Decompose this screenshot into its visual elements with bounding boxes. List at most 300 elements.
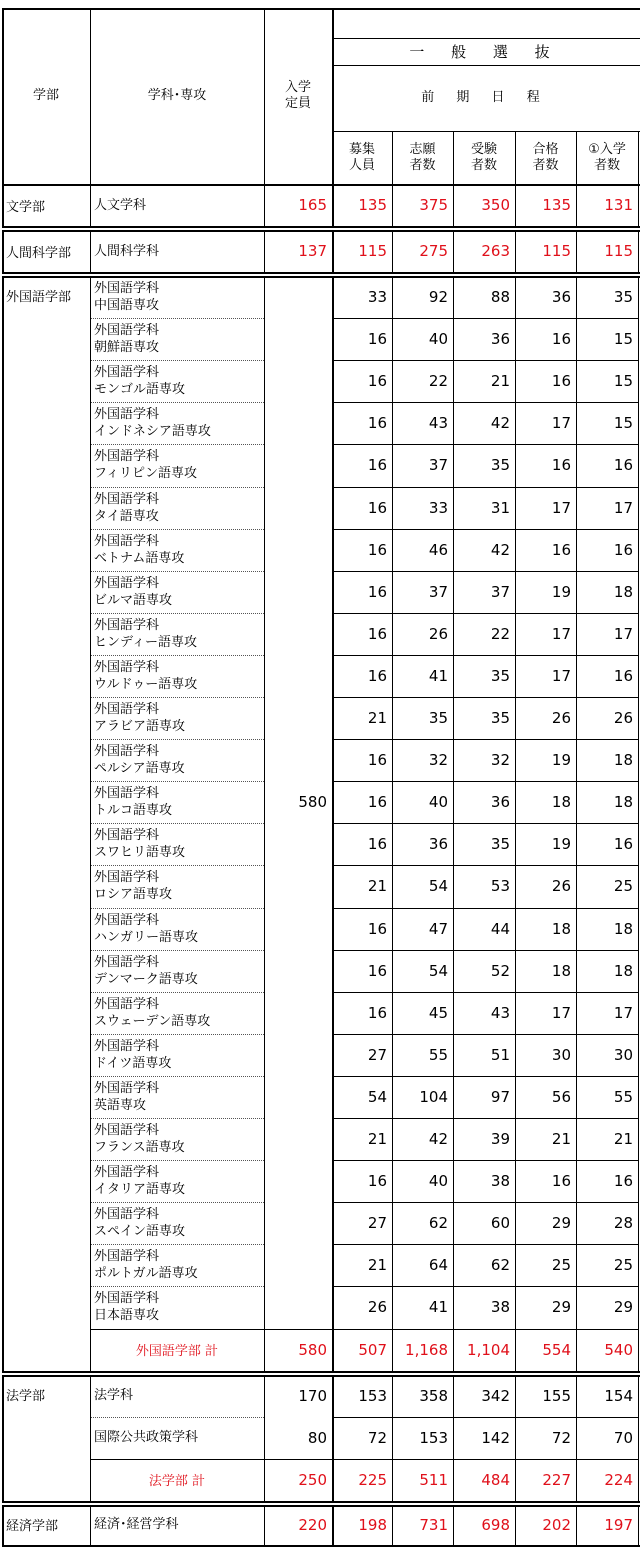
cell-value: 16 (367, 919, 387, 938)
cell-value: 35 (490, 456, 510, 475)
row-divider (90, 739, 264, 740)
body-vline (576, 1375, 577, 1501)
cell-value: 16 (613, 456, 633, 475)
cell-value: 202 (542, 1515, 571, 1534)
header-first-term: 前 期 日 程 (421, 90, 549, 105)
cell-value: 1,104 (467, 1340, 510, 1359)
cell-value: 37 (490, 582, 510, 601)
row-divider (90, 655, 264, 656)
cell-value: 115 (358, 242, 387, 260)
cell-value: 26 (551, 877, 571, 896)
cell-value: 54 (428, 961, 448, 980)
cell-value: 16 (551, 456, 571, 475)
body-vline (576, 184, 577, 226)
department-name: 外国語学科 トルコ語専攻 (94, 786, 173, 819)
cell-value: 358 (419, 1386, 448, 1405)
row-divider (90, 992, 264, 993)
header-col: 合格 者数 (532, 141, 559, 173)
cell-value: 18 (613, 961, 633, 980)
row-divider (90, 908, 264, 909)
body-vline (392, 184, 393, 226)
body-vline (515, 276, 516, 1371)
row-divider (90, 1118, 264, 1119)
cell-value: 16 (367, 961, 387, 980)
cell-value: 55 (428, 1045, 448, 1064)
cell-value: 554 (542, 1340, 571, 1359)
cell-value: 104 (419, 1087, 448, 1106)
body-vline (453, 1375, 454, 1501)
cell-value: 60 (490, 1214, 510, 1233)
cell-value: 15 (613, 414, 633, 433)
cell-value: 19 (551, 835, 571, 854)
row-divider (90, 865, 264, 866)
row-divider (332, 360, 638, 361)
cell-value: 224 (604, 1470, 633, 1489)
cell-value: 19 (551, 582, 571, 601)
header-col: 受験 者数 (470, 141, 497, 173)
department-name: 外国語学科 ドイツ語専攻 (94, 1038, 172, 1071)
row-divider (332, 1076, 638, 1077)
department-name: 外国語学科 ハンガリー語専攻 (94, 912, 199, 945)
cell-value: 16 (367, 793, 387, 812)
row-divider (90, 1244, 264, 1245)
department-name: 外国語学科 スウェーデン語専攻 (94, 996, 211, 1029)
cell-value: 18 (613, 751, 633, 770)
body-vline (638, 1505, 639, 1545)
cell-value: 1,168 (405, 1340, 448, 1359)
cell-value: 36 (551, 288, 571, 307)
row-divider (90, 360, 264, 361)
department-name: 外国語学科 ペルシア語専攻 (94, 744, 185, 777)
cell-value: 131 (604, 196, 633, 214)
cell-value: 16 (367, 1003, 387, 1022)
body-vline (90, 1505, 91, 1545)
cell-value: 16 (367, 1172, 387, 1191)
body-vline (638, 184, 639, 226)
cell-value: 30 (613, 1045, 633, 1064)
department-name: 外国語学科 ロシア語専攻 (94, 870, 173, 903)
cell-value: 18 (613, 919, 633, 938)
department-name: 法学科 (94, 1388, 134, 1403)
cell-value: 27 (367, 1045, 387, 1064)
body-vline (332, 1375, 334, 1501)
cell-value: 16 (367, 414, 387, 433)
cell-value: 153 (419, 1428, 448, 1447)
department-name: 外国語学科 ベトナム語専攻 (94, 533, 185, 566)
cell-value: 70 (613, 1428, 633, 1447)
header-vline (2, 8, 4, 184)
cell-value: 32 (490, 751, 510, 770)
department-name: 外国語学科 フィリピン語専攻 (94, 449, 197, 482)
cell-value: 33 (367, 288, 387, 307)
row-divider (90, 318, 264, 319)
cell-value: 16 (367, 835, 387, 854)
cell-value: 16 (551, 330, 571, 349)
cell-value: 40 (428, 330, 448, 349)
body-vline (264, 1505, 265, 1545)
cell-value: 43 (428, 414, 448, 433)
cell-value: 16 (367, 330, 387, 349)
cell-value: 342 (481, 1386, 510, 1405)
cell-value: 18 (613, 582, 633, 601)
body-vline (576, 276, 577, 1371)
cell-value: 21 (551, 1130, 571, 1149)
body-vline (515, 184, 516, 226)
body-vline (576, 1505, 577, 1545)
row-divider (332, 865, 638, 866)
quota-value: 80 (307, 1428, 327, 1447)
cell-value: 22 (428, 372, 448, 391)
row-divider (332, 697, 638, 698)
body-vline (453, 1505, 454, 1545)
cell-value: 731 (419, 1515, 448, 1534)
body-vline (392, 276, 393, 1371)
cell-value: 47 (428, 919, 448, 938)
row-divider (332, 823, 638, 824)
header-col: 募集 人員 (348, 141, 375, 173)
body-vline (453, 276, 454, 1371)
cell-value: 62 (490, 1256, 510, 1275)
cell-value: 17 (551, 666, 571, 685)
row-divider (90, 781, 264, 782)
department-name: 外国語学科 デンマーク語専攻 (94, 954, 198, 987)
department-name: 外国語学科 ウルドゥー語専攻 (94, 659, 198, 692)
cell-value: 26 (551, 709, 571, 728)
cell-value: 16 (367, 666, 387, 685)
row-divider (90, 529, 264, 530)
cell-value: 42 (490, 540, 510, 559)
cell-value: 17 (613, 1003, 633, 1022)
department-name: 人文学科 (94, 197, 147, 213)
cell-value: 263 (481, 242, 510, 260)
row-divider (332, 655, 638, 656)
row-divider (332, 318, 638, 319)
header-vline (332, 8, 334, 184)
row-divider (332, 444, 638, 445)
cell-value: 16 (551, 1172, 571, 1191)
cell-value: 16 (367, 582, 387, 601)
cell-value: 375 (419, 196, 448, 214)
cell-value: 56 (551, 1087, 571, 1106)
row-divider (332, 402, 638, 403)
row-divider (90, 402, 264, 403)
cell-value: 17 (551, 414, 571, 433)
body-vline (332, 276, 334, 1371)
row-divider (90, 1286, 264, 1287)
department-name: 経済･経営学科 (94, 1517, 179, 1532)
row-divider (90, 613, 264, 614)
row-divider (90, 1076, 264, 1077)
cell-value: 16 (367, 372, 387, 391)
cell-value: 153 (358, 1386, 387, 1405)
department-name: 外国語学科 スペイン語専攻 (94, 1207, 186, 1240)
header-vline (90, 8, 91, 184)
cell-value: 22 (490, 624, 510, 643)
body-vline (453, 184, 454, 226)
row-divider (332, 529, 638, 530)
cell-value: 484 (481, 1470, 510, 1489)
body-vline (264, 1375, 265, 1501)
body-vline (392, 230, 393, 272)
body-vline (332, 184, 334, 226)
cell-value: 30 (551, 1045, 571, 1064)
cell-value: 27 (367, 1214, 387, 1233)
department-name: 外国語学科 日本語専攻 (94, 1291, 160, 1324)
cell-value: 41 (428, 1298, 448, 1317)
department-name: 外国語学科 インドネシア語専攻 (94, 407, 211, 440)
cell-value: 19 (551, 751, 571, 770)
cell-value: 142 (481, 1428, 510, 1447)
cell-value: 97 (490, 1087, 510, 1106)
cell-value: 16 (367, 751, 387, 770)
cell-value: 26 (367, 1298, 387, 1317)
cell-value: 16 (613, 1172, 633, 1191)
row-divider (332, 908, 638, 909)
cell-value: 36 (490, 330, 510, 349)
faculty-name: 経済学部 (6, 1519, 59, 1534)
header-faculty: 学部 (32, 88, 59, 103)
row-divider (332, 613, 638, 614)
department-name: 外国語学科 ヒンディー語専攻 (94, 617, 197, 650)
cell-value: 25 (551, 1256, 571, 1275)
body-vline (264, 184, 265, 226)
body-vline (90, 276, 91, 1371)
body-vline (2, 230, 4, 272)
department-name: 外国語学科 タイ語専攻 (94, 491, 160, 524)
row-divider (90, 1417, 264, 1418)
cell-value: 72 (551, 1428, 571, 1447)
body-vline (453, 230, 454, 272)
cell-value: 18 (551, 961, 571, 980)
section-bottom (2, 1501, 640, 1503)
section-bottom (2, 272, 640, 274)
cell-value: 17 (613, 498, 633, 517)
cell-value: 40 (428, 793, 448, 812)
header-general-selection: 一 般 選 抜 (409, 42, 561, 61)
cell-value: 72 (367, 1428, 387, 1447)
cell-value: 21 (367, 877, 387, 896)
cell-value: 16 (551, 540, 571, 559)
cell-value: 16 (613, 540, 633, 559)
department-name: 外国語学科 イタリア語専攻 (94, 1165, 186, 1198)
body-vline (264, 230, 265, 272)
cell-value: 35 (613, 288, 633, 307)
row-divider (90, 571, 264, 572)
total-label: 外国語学部 計 (135, 1344, 219, 1359)
cell-value: 36 (428, 835, 448, 854)
row-divider (332, 1202, 638, 1203)
body-vline (2, 184, 4, 226)
cell-value: 21 (367, 1130, 387, 1149)
row-divider (332, 992, 638, 993)
cell-value: 28 (613, 1214, 633, 1233)
body-vline (90, 184, 91, 226)
cell-value: 41 (428, 666, 448, 685)
cell-value: 25 (613, 877, 633, 896)
cell-value: 198 (358, 1515, 387, 1534)
cell-value: 18 (613, 793, 633, 812)
cell-value: 42 (428, 1130, 448, 1149)
faculty-name: 人間科学部 (6, 245, 72, 261)
cell-value: 44 (490, 919, 510, 938)
cell-value: 17 (613, 624, 633, 643)
cell-value: 92 (428, 288, 448, 307)
body-vline (2, 1375, 4, 1501)
row-divider (90, 697, 264, 698)
cell-value: 17 (551, 624, 571, 643)
cell-value: 43 (490, 1003, 510, 1022)
body-vline (332, 230, 334, 272)
cell-value: 21 (367, 1256, 387, 1275)
row-divider (332, 1244, 638, 1245)
cell-value: 21 (613, 1130, 633, 1149)
cell-value: 135 (542, 196, 571, 214)
cell-value: 46 (428, 540, 448, 559)
cell-value: 16 (613, 835, 633, 854)
cell-value: 37 (428, 456, 448, 475)
header-vline (392, 131, 393, 184)
body-vline (638, 276, 639, 1371)
cell-value: 38 (490, 1298, 510, 1317)
department-name: 人間科学科 (94, 243, 160, 259)
body-vline (515, 230, 516, 272)
quota-value: 170 (298, 1386, 327, 1405)
department-name: 外国語学科 英語専攻 (94, 1080, 160, 1113)
row-divider (332, 950, 638, 951)
cell-value: 275 (419, 242, 448, 260)
quota-value: 137 (298, 242, 327, 260)
cell-value: 35 (490, 666, 510, 685)
cell-value: 53 (490, 877, 510, 896)
header-col: 志願 者数 (409, 141, 436, 173)
cell-value: 16 (367, 540, 387, 559)
department-name: 外国語学科 ビルマ語専攻 (94, 575, 173, 608)
cell-value: 16 (551, 372, 571, 391)
department-name: 外国語学科 フランス語専攻 (94, 1123, 185, 1156)
body-vline (576, 230, 577, 272)
faculty-name: 法学部 (6, 1388, 46, 1404)
row-divider (332, 1417, 638, 1418)
cell-value: 64 (428, 1256, 448, 1275)
row-divider (90, 950, 264, 951)
cell-value: 31 (490, 498, 510, 517)
cell-value: 29 (551, 1298, 571, 1317)
row-divider (332, 1160, 638, 1161)
section-bottom (2, 1371, 640, 1373)
cell-value: 36 (490, 793, 510, 812)
cell-value: 17 (551, 498, 571, 517)
row-divider (90, 1034, 264, 1035)
body-vline (90, 230, 91, 272)
quota-value: 250 (298, 1470, 327, 1489)
department-name: 国際公共政策学科 (94, 1430, 199, 1445)
cell-value: 26 (613, 709, 633, 728)
header-quota: 入学 定員 (284, 80, 311, 111)
body-vline (2, 276, 4, 1371)
cell-value: 39 (490, 1130, 510, 1149)
quota-value: 165 (298, 196, 327, 214)
row-divider (90, 1202, 264, 1203)
quota-value: 580 (298, 793, 327, 812)
header-vline (264, 8, 265, 184)
cell-value: 16 (367, 456, 387, 475)
row-divider (332, 571, 638, 572)
cell-value: 35 (490, 835, 510, 854)
cell-value: 350 (481, 196, 510, 214)
department-name: 外国語学科 モンゴル語専攻 (94, 365, 186, 398)
cell-value: 40 (428, 1172, 448, 1191)
cell-value: 16 (367, 498, 387, 517)
cell-value: 698 (481, 1515, 510, 1534)
header-vline (638, 131, 639, 184)
cell-value: 225 (358, 1470, 387, 1489)
body-vline (392, 1505, 393, 1545)
body-vline (638, 230, 639, 272)
cell-value: 26 (428, 624, 448, 643)
header-col: ①入学 者数 (588, 141, 626, 173)
cell-value: 51 (490, 1045, 510, 1064)
cell-value: 32 (428, 751, 448, 770)
body-vline (515, 1505, 516, 1545)
cell-value: 54 (428, 877, 448, 896)
cell-value: 55 (613, 1087, 633, 1106)
row-divider (332, 739, 638, 740)
department-name: 外国語学科 アラビア語専攻 (94, 702, 186, 735)
header-vline (453, 131, 454, 184)
cell-value: 21 (367, 709, 387, 728)
cell-value: 15 (613, 372, 633, 391)
cell-value: 21 (490, 372, 510, 391)
header-department: 学科･専攻 (147, 88, 207, 103)
admissions-table (2, 8, 640, 1534)
header-vline (515, 131, 516, 184)
row-divider (332, 781, 638, 782)
cell-value: 37 (428, 582, 448, 601)
cell-value: 17 (551, 1003, 571, 1022)
cell-value: 38 (490, 1172, 510, 1191)
cell-value: 15 (613, 330, 633, 349)
cell-value: 62 (428, 1214, 448, 1233)
cell-value: 18 (551, 919, 571, 938)
cell-value: 45 (428, 1003, 448, 1022)
cell-value: 227 (542, 1470, 571, 1489)
quota-value: 580 (298, 1340, 327, 1359)
cell-value: 155 (542, 1386, 571, 1405)
header-vline (576, 131, 577, 184)
body-vline (2, 1505, 4, 1545)
row-divider (90, 444, 264, 445)
department-name: 外国語学科 中国語専攻 (94, 281, 160, 314)
row-divider (332, 1118, 638, 1119)
row-divider (332, 487, 638, 488)
cell-value: 197 (604, 1515, 633, 1534)
cell-value: 42 (490, 414, 510, 433)
cell-value: 511 (419, 1470, 448, 1489)
cell-value: 29 (551, 1214, 571, 1233)
cell-value: 18 (551, 793, 571, 812)
cell-value: 25 (613, 1256, 633, 1275)
body-vline (264, 276, 265, 1371)
total-label: 法学部 計 (148, 1474, 206, 1489)
row-divider (90, 823, 264, 824)
department-name: 外国語学科 朝鮮語専攻 (94, 323, 160, 356)
department-name: 外国語学科 スワヒリ語専攻 (94, 828, 186, 861)
cell-value: 16 (613, 666, 633, 685)
cell-value: 135 (358, 196, 387, 214)
quota-value: 220 (298, 1515, 327, 1534)
cell-value: 16 (367, 624, 387, 643)
department-name: 外国語学科 ポルトガル語専攻 (94, 1249, 198, 1282)
